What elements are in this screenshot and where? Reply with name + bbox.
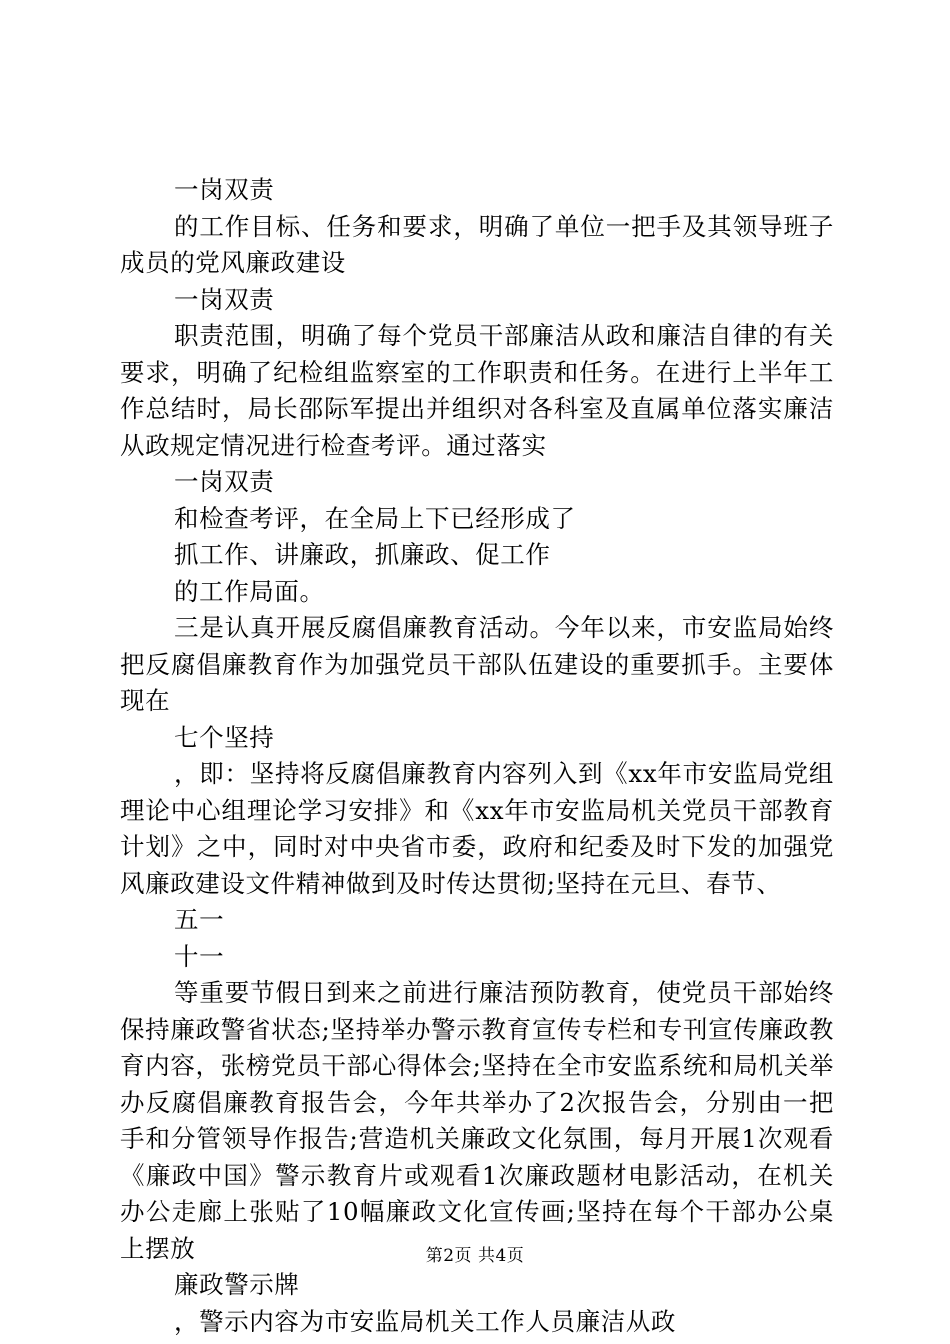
paragraph: 十一 [174,941,225,971]
paragraph: 三是认真开展反腐倡廉教育活动。今年以来，市安监局始终把反腐倡廉教育作为加强党员干部队伍建设的重要抓手。主要体现在 [120,613,834,715]
paragraph: 和检查考评，在全局上下已经形成了 [174,503,576,533]
page-number-footer: 第2页 共4页 [425,1246,525,1266]
paragraph: 等重要节假日到来之前进行廉洁预防教育，使党员干部始终保持廉政警省状态;坚持举办警示教育宣传专栏和专刊宣传廉政教育内容，张榜党员干部心得体会;坚持在全市安监系统和局机关举办反腐倡廉教育报告会，今年共举办了2次报告会，分别由一把手和分管领导作报告;营造机关廉政文化氛围，每月开展1次观看《廉政中国》警示教育片或观看1次廉政题材电影活动，在机关办公走廊上张贴了10幅廉政文化宣传画;坚持在每个干部办公桌上摆放 [120,978,834,1263]
paragraph: 五一 [174,905,225,934]
paragraph: 七个坚持 [174,722,275,752]
paragraph: ，即：坚持将反腐倡廉教育内容列入到《xx年市安监局党组理论中心组理论学习安排》和《xx年市安监局机关党员干部教育计划》之中，同时对中央省市委，政府和纪委及时下发的加强党风廉政建设文件精神做到及时传达贯彻;坚持在元旦、春节、 [120,759,834,898]
paragraph: 抓工作、讲廉政，抓廉政、促工作 [174,540,551,569]
paragraph: 职责范围，明确了每个党员干部廉洁从政和廉洁自律的有关要求，明确了纪检组监察室的工作职责和任务。在进行上半年工作总结时，局长邵际军提出并组织对各科室及直属单位落实廉洁从政规定情况进行检查考评。通过落实 [120,321,834,460]
paragraph: 廉政警示牌 [174,1270,300,1299]
paragraph: ，警示内容为市安监局机关工作人员廉洁从政 [174,1306,676,1336]
document-body [120,172,834,1340]
paragraph: 一岗双责 [174,284,275,314]
paragraph: 一岗双责 [174,175,275,204]
paragraph: 的工作局面。 [174,576,325,606]
paragraph: 的工作目标、任务和要求，明确了单位一把手及其领导班子成员的党风廉政建设 [120,211,834,277]
paragraph: 一岗双责 [174,467,275,496]
